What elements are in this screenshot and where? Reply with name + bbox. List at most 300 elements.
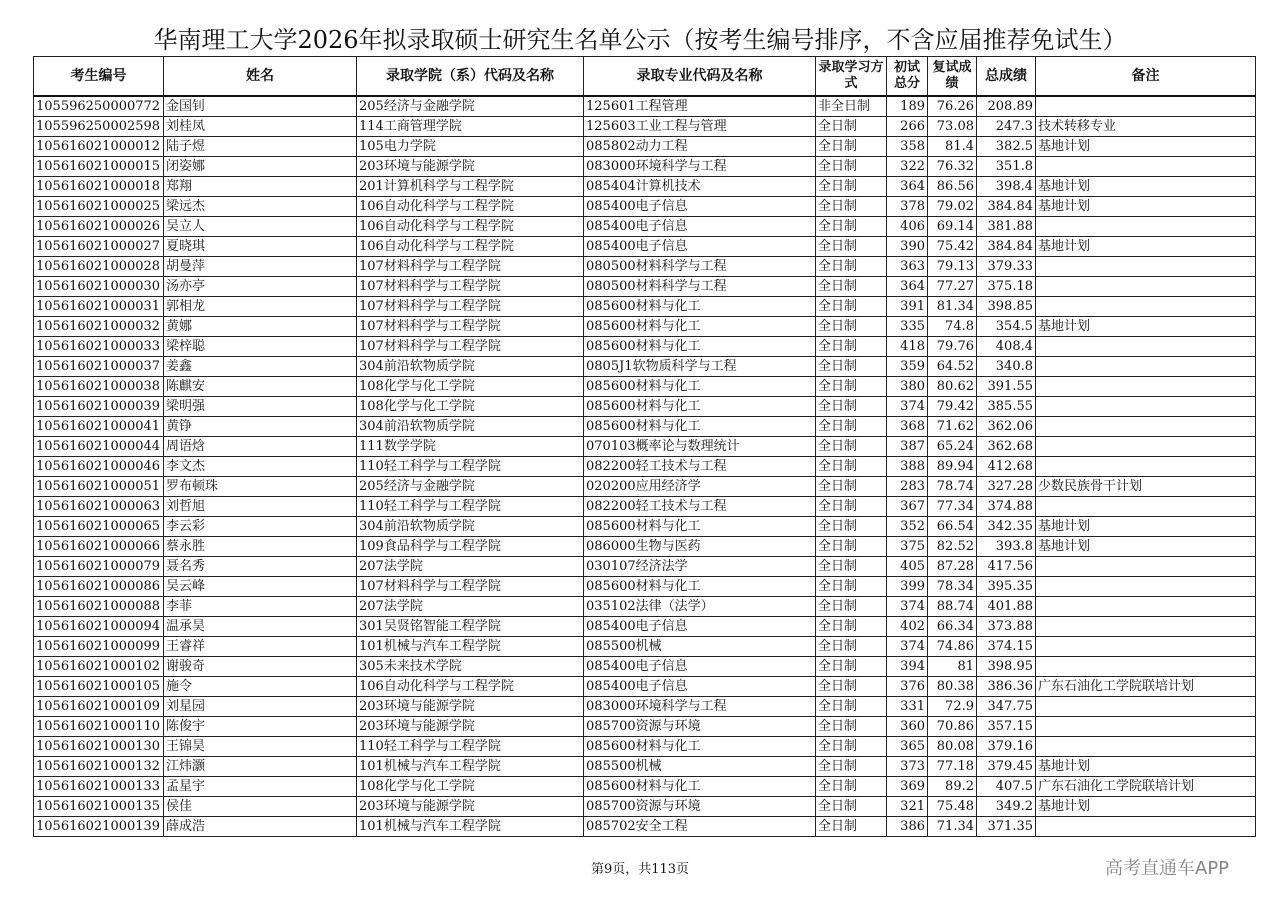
cell-name: 王睿祥 <box>164 637 357 657</box>
cell-candidate-id: 105616021000025 <box>34 197 164 217</box>
cell-retest-score: 65.24 <box>928 437 977 457</box>
cell-note <box>1036 637 1256 657</box>
cell-retest-score: 79.76 <box>928 337 977 357</box>
cell-name: 刘哲旭 <box>164 497 357 517</box>
cell-name: 薛成浩 <box>164 817 357 837</box>
cell-name: 罗布顿珠 <box>164 477 357 497</box>
cell-name: 汤亦亭 <box>164 277 357 297</box>
cell-note: 基地计划 <box>1036 197 1256 217</box>
header-total-score: 总成绩 <box>977 57 1036 97</box>
cell-candidate-id: 105616021000028 <box>34 257 164 277</box>
cell-study-mode: 非全日制 <box>816 96 887 117</box>
cell-retest-score: 76.26 <box>928 96 977 117</box>
cell-major: 085702安全工程 <box>584 817 816 837</box>
cell-name: 黄铮 <box>164 417 357 437</box>
cell-retest-score: 79.13 <box>928 257 977 277</box>
cell-name: 蔡永胜 <box>164 537 357 557</box>
cell-retest-score: 78.34 <box>928 577 977 597</box>
cell-name: 温承昊 <box>164 617 357 637</box>
table-row <box>34 197 1256 217</box>
cell-retest-score: 79.42 <box>928 397 977 417</box>
cell-prelim-score: 369 <box>887 777 928 797</box>
cell-prelim-score: 266 <box>887 117 928 137</box>
cell-major: 020200应用经济学 <box>584 477 816 497</box>
cell-major: 080500材料科学与工程 <box>584 277 816 297</box>
cell-prelim-score: 374 <box>887 637 928 657</box>
cell-name: 李云彩 <box>164 517 357 537</box>
table-row <box>34 517 1256 537</box>
cell-note: 基地计划 <box>1036 797 1256 817</box>
cell-major: 085500机械 <box>584 637 816 657</box>
cell-name: 李菲 <box>164 597 357 617</box>
cell-prelim-score: 364 <box>887 277 928 297</box>
header-candidate-id: 考生编号 <box>34 57 164 97</box>
cell-major: 085700资源与环境 <box>584 717 816 737</box>
cell-study-mode: 全日制 <box>816 797 887 817</box>
cell-college: 109食品科学与工程学院 <box>357 537 584 557</box>
cell-college: 106自动化科学与工程学院 <box>357 677 584 697</box>
cell-total-score: 362.06 <box>977 417 1036 437</box>
table-row <box>34 757 1256 777</box>
table-header-row <box>34 57 1256 97</box>
cell-candidate-id: 105616021000105 <box>34 677 164 697</box>
cell-study-mode: 全日制 <box>816 557 887 577</box>
table-row <box>34 677 1256 697</box>
cell-study-mode: 全日制 <box>816 577 887 597</box>
cell-candidate-id: 105616021000031 <box>34 297 164 317</box>
cell-prelim-score: 359 <box>887 357 928 377</box>
cell-candidate-id: 105616021000065 <box>34 517 164 537</box>
cell-prelim-score: 374 <box>887 597 928 617</box>
cell-note <box>1036 397 1256 417</box>
cell-college: 107材料科学与工程学院 <box>357 337 584 357</box>
cell-candidate-id: 105616021000044 <box>34 437 164 457</box>
cell-study-mode: 全日制 <box>816 377 887 397</box>
cell-candidate-id: 105616021000039 <box>34 397 164 417</box>
cell-college: 101机械与汽车工程学院 <box>357 757 584 777</box>
cell-prelim-score: 394 <box>887 657 928 677</box>
cell-study-mode: 全日制 <box>816 677 887 697</box>
cell-college: 106自动化科学与工程学院 <box>357 237 584 257</box>
cell-name: 刘桂凤 <box>164 117 357 137</box>
cell-candidate-id: 105616021000130 <box>34 737 164 757</box>
header-note: 备注 <box>1036 57 1256 97</box>
cell-name: 江炜灏 <box>164 757 357 777</box>
cell-candidate-id: 105616021000110 <box>34 717 164 737</box>
table-row <box>34 357 1256 377</box>
cell-name: 王锦昊 <box>164 737 357 757</box>
cell-total-score: 357.15 <box>977 717 1036 737</box>
cell-candidate-id: 105616021000012 <box>34 137 164 157</box>
cell-major: 085500机械 <box>584 757 816 777</box>
cell-note <box>1036 157 1256 177</box>
table-row <box>34 657 1256 677</box>
cell-total-score: 362.68 <box>977 437 1036 457</box>
cell-prelim-score: 390 <box>887 237 928 257</box>
cell-note <box>1036 257 1256 277</box>
cell-total-score: 391.55 <box>977 377 1036 397</box>
cell-total-score: 384.84 <box>977 237 1036 257</box>
cell-college: 205经济与金融学院 <box>357 96 584 117</box>
cell-candidate-id: 105616021000088 <box>34 597 164 617</box>
cell-candidate-id: 105616021000051 <box>34 477 164 497</box>
cell-retest-score: 69.14 <box>928 217 977 237</box>
cell-note <box>1036 717 1256 737</box>
cell-retest-score: 66.34 <box>928 617 977 637</box>
watermark: 高考直通车APP <box>1105 858 1230 879</box>
table-row <box>34 617 1256 637</box>
cell-retest-score: 80.38 <box>928 677 977 697</box>
cell-study-mode: 全日制 <box>816 357 887 377</box>
table-row <box>34 597 1256 617</box>
cell-candidate-id: 105616021000015 <box>34 157 164 177</box>
cell-study-mode: 全日制 <box>816 217 887 237</box>
cell-major: 030107经济法学 <box>584 557 816 577</box>
table-row <box>34 96 1256 117</box>
cell-name: 李文杰 <box>164 457 357 477</box>
cell-study-mode: 全日制 <box>816 517 887 537</box>
cell-college: 107材料科学与工程学院 <box>357 257 584 277</box>
cell-college: 114工商管理学院 <box>357 117 584 137</box>
cell-total-score: 417.56 <box>977 557 1036 577</box>
cell-name: 聂名秀 <box>164 557 357 577</box>
cell-total-score: 393.8 <box>977 537 1036 557</box>
cell-candidate-id: 105616021000026 <box>34 217 164 237</box>
cell-college: 101机械与汽车工程学院 <box>357 817 584 837</box>
cell-total-score: 379.33 <box>977 257 1036 277</box>
header-study-mode: 录取学习方式 <box>816 57 887 97</box>
cell-note <box>1036 617 1256 637</box>
cell-total-score: 349.2 <box>977 797 1036 817</box>
cell-retest-score: 66.54 <box>928 517 977 537</box>
cell-retest-score: 71.62 <box>928 417 977 437</box>
cell-note: 基地计划 <box>1036 757 1256 777</box>
cell-total-score: 354.5 <box>977 317 1036 337</box>
cell-name: 胡曼萍 <box>164 257 357 277</box>
cell-college: 108化学与化工学院 <box>357 777 584 797</box>
cell-name: 金国钊 <box>164 96 357 117</box>
cell-candidate-id: 105596250002598 <box>34 117 164 137</box>
cell-total-score: 208.89 <box>977 96 1036 117</box>
cell-retest-score: 88.74 <box>928 597 977 617</box>
table-row <box>34 397 1256 417</box>
cell-study-mode: 全日制 <box>816 397 887 417</box>
cell-note <box>1036 96 1256 117</box>
cell-candidate-id: 105616021000133 <box>34 777 164 797</box>
cell-major: 085600材料与化工 <box>584 777 816 797</box>
table-row <box>34 477 1256 497</box>
cell-major: 085700资源与环境 <box>584 797 816 817</box>
cell-prelim-score: 399 <box>887 577 928 597</box>
cell-note <box>1036 277 1256 297</box>
table-row <box>34 717 1256 737</box>
cell-prelim-score: 335 <box>887 317 928 337</box>
cell-college: 106自动化科学与工程学院 <box>357 217 584 237</box>
cell-prelim-score: 418 <box>887 337 928 357</box>
cell-name: 郑翔 <box>164 177 357 197</box>
cell-candidate-id: 105616021000109 <box>34 697 164 717</box>
cell-note <box>1036 457 1256 477</box>
cell-retest-score: 77.18 <box>928 757 977 777</box>
cell-name: 黄娜 <box>164 317 357 337</box>
cell-prelim-score: 388 <box>887 457 928 477</box>
cell-major: 085600材料与化工 <box>584 577 816 597</box>
cell-prelim-score: 391 <box>887 297 928 317</box>
cell-college: 207法学院 <box>357 557 584 577</box>
cell-total-score: 398.95 <box>977 657 1036 677</box>
table-row <box>34 497 1256 517</box>
cell-note <box>1036 557 1256 577</box>
cell-note: 基地计划 <box>1036 237 1256 257</box>
cell-note: 少数民族骨干计划 <box>1036 477 1256 497</box>
cell-candidate-id: 105616021000086 <box>34 577 164 597</box>
cell-prelim-score: 380 <box>887 377 928 397</box>
header-retest-score: 复试成绩 <box>928 57 977 97</box>
cell-name: 陆子煜 <box>164 137 357 157</box>
table-row <box>34 137 1256 157</box>
cell-prelim-score: 364 <box>887 177 928 197</box>
table-row <box>34 537 1256 557</box>
cell-candidate-id: 105616021000018 <box>34 177 164 197</box>
table-row <box>34 437 1256 457</box>
admission-list-table <box>33 56 1256 837</box>
cell-total-score: 340.8 <box>977 357 1036 377</box>
cell-study-mode: 全日制 <box>816 317 887 337</box>
cell-prelim-score: 189 <box>887 96 928 117</box>
cell-study-mode: 全日制 <box>816 497 887 517</box>
cell-note <box>1036 657 1256 677</box>
cell-candidate-id: 105616021000030 <box>34 277 164 297</box>
table-row <box>34 237 1256 257</box>
cell-note <box>1036 497 1256 517</box>
document-title: 华南理工大学2026年拟录取硕士研究生名单公示（按考生编号排序，不含应届推荐免试生） <box>153 26 1127 54</box>
cell-college: 110轻工科学与工程学院 <box>357 497 584 517</box>
cell-total-score: 398.4 <box>977 177 1036 197</box>
cell-major: 082200轻工技术与工程 <box>584 457 816 477</box>
cell-college: 107材料科学与工程学院 <box>357 297 584 317</box>
cell-retest-score: 71.34 <box>928 817 977 837</box>
cell-study-mode: 全日制 <box>816 617 887 637</box>
cell-candidate-id: 105616021000079 <box>34 557 164 577</box>
table-row <box>34 297 1256 317</box>
cell-name: 梁梓聪 <box>164 337 357 357</box>
cell-note: 基地计划 <box>1036 177 1256 197</box>
cell-total-score: 384.84 <box>977 197 1036 217</box>
table-row <box>34 177 1256 197</box>
cell-total-score: 412.68 <box>977 457 1036 477</box>
table-row <box>34 637 1256 657</box>
cell-retest-score: 89.2 <box>928 777 977 797</box>
cell-name: 闭姿娜 <box>164 157 357 177</box>
table-row <box>34 257 1256 277</box>
cell-candidate-id: 105616021000027 <box>34 237 164 257</box>
cell-retest-score: 78.74 <box>928 477 977 497</box>
cell-retest-score: 75.48 <box>928 797 977 817</box>
cell-retest-score: 64.52 <box>928 357 977 377</box>
cell-study-mode: 全日制 <box>816 437 887 457</box>
cell-candidate-id: 105616021000033 <box>34 337 164 357</box>
cell-total-score: 385.55 <box>977 397 1036 417</box>
cell-prelim-score: 402 <box>887 617 928 637</box>
cell-name: 谢骏奇 <box>164 657 357 677</box>
cell-total-score: 407.5 <box>977 777 1036 797</box>
cell-major: 085400电子信息 <box>584 657 816 677</box>
cell-college: 304前沿软物质学院 <box>357 517 584 537</box>
table-row <box>34 117 1256 137</box>
cell-retest-score: 74.8 <box>928 317 977 337</box>
cell-retest-score: 77.34 <box>928 497 977 517</box>
cell-major: 080500材料科学与工程 <box>584 257 816 277</box>
table-row <box>34 817 1256 837</box>
cell-study-mode: 全日制 <box>816 297 887 317</box>
cell-college: 304前沿软物质学院 <box>357 357 584 377</box>
cell-college: 108化学与化工学院 <box>357 397 584 417</box>
cell-name: 陈麒安 <box>164 377 357 397</box>
cell-candidate-id: 105616021000037 <box>34 357 164 377</box>
cell-major: 035102法律（法学） <box>584 597 816 617</box>
cell-total-score: 398.85 <box>977 297 1036 317</box>
cell-college: 304前沿软物质学院 <box>357 417 584 437</box>
cell-name: 陈俊宇 <box>164 717 357 737</box>
cell-name: 梁远杰 <box>164 197 357 217</box>
cell-retest-score: 76.32 <box>928 157 977 177</box>
table-row <box>34 797 1256 817</box>
cell-prelim-score: 387 <box>887 437 928 457</box>
cell-major: 125601工程管理 <box>584 96 816 117</box>
cell-retest-score: 86.56 <box>928 177 977 197</box>
cell-total-score: 374.88 <box>977 497 1036 517</box>
cell-college: 107材料科学与工程学院 <box>357 317 584 337</box>
cell-total-score: 375.18 <box>977 277 1036 297</box>
table-body <box>34 96 1256 837</box>
table-row <box>34 737 1256 757</box>
cell-note <box>1036 337 1256 357</box>
cell-note: 基地计划 <box>1036 537 1256 557</box>
cell-note: 广东石油化工学院联培计划 <box>1036 777 1256 797</box>
cell-major: 086000生物与医药 <box>584 537 816 557</box>
cell-retest-score: 81.34 <box>928 297 977 317</box>
cell-candidate-id: 105616021000066 <box>34 537 164 557</box>
cell-major: 085400电子信息 <box>584 217 816 237</box>
table-row <box>34 317 1256 337</box>
cell-major: 125603工业工程与管理 <box>584 117 816 137</box>
cell-candidate-id: 105616021000038 <box>34 377 164 397</box>
cell-name: 吴立人 <box>164 217 357 237</box>
table-row <box>34 277 1256 297</box>
cell-total-score: 386.36 <box>977 677 1036 697</box>
cell-major: 070103概率论与数理统计 <box>584 437 816 457</box>
cell-study-mode: 全日制 <box>816 777 887 797</box>
cell-college: 203环境与能源学院 <box>357 157 584 177</box>
cell-study-mode: 全日制 <box>816 457 887 477</box>
cell-college: 106自动化科学与工程学院 <box>357 197 584 217</box>
cell-major: 085600材料与化工 <box>584 737 816 757</box>
cell-prelim-score: 352 <box>887 517 928 537</box>
header-prelim-score: 初试总分 <box>887 57 928 97</box>
table-row <box>34 417 1256 437</box>
table-row <box>34 217 1256 237</box>
cell-note <box>1036 697 1256 717</box>
cell-retest-score: 87.28 <box>928 557 977 577</box>
cell-retest-score: 79.02 <box>928 197 977 217</box>
cell-major: 085600材料与化工 <box>584 317 816 337</box>
table-row <box>34 557 1256 577</box>
cell-total-score: 408.4 <box>977 337 1036 357</box>
cell-study-mode: 全日制 <box>816 477 887 497</box>
cell-candidate-id: 105616021000099 <box>34 637 164 657</box>
cell-major: 085400电子信息 <box>584 677 816 697</box>
cell-candidate-id: 105616021000046 <box>34 457 164 477</box>
cell-prelim-score: 406 <box>887 217 928 237</box>
cell-study-mode: 全日制 <box>816 717 887 737</box>
cell-major: 085404计算机技术 <box>584 177 816 197</box>
cell-prelim-score: 363 <box>887 257 928 277</box>
cell-major: 085600材料与化工 <box>584 337 816 357</box>
table-row <box>34 697 1256 717</box>
cell-total-score: 401.88 <box>977 597 1036 617</box>
cell-note <box>1036 817 1256 837</box>
cell-college: 110轻工科学与工程学院 <box>357 457 584 477</box>
table-row <box>34 777 1256 797</box>
cell-note <box>1036 437 1256 457</box>
cell-total-score: 347.75 <box>977 697 1036 717</box>
cell-name: 郭相龙 <box>164 297 357 317</box>
cell-study-mode: 全日制 <box>816 757 887 777</box>
cell-retest-score: 73.08 <box>928 117 977 137</box>
cell-study-mode: 全日制 <box>816 237 887 257</box>
cell-total-score: 371.35 <box>977 817 1036 837</box>
cell-total-score: 395.35 <box>977 577 1036 597</box>
cell-prelim-score: 373 <box>887 757 928 777</box>
cell-study-mode: 全日制 <box>816 157 887 177</box>
header-major: 录取专业代码及名称 <box>584 57 816 97</box>
cell-candidate-id: 105616021000135 <box>34 797 164 817</box>
cell-study-mode: 全日制 <box>816 417 887 437</box>
header-name: 姓名 <box>164 57 357 97</box>
cell-note <box>1036 417 1256 437</box>
cell-college: 203环境与能源学院 <box>357 697 584 717</box>
cell-college: 105电力学院 <box>357 137 584 157</box>
table-row <box>34 377 1256 397</box>
cell-note <box>1036 377 1256 397</box>
cell-college: 101机械与汽车工程学院 <box>357 637 584 657</box>
cell-prelim-score: 365 <box>887 737 928 757</box>
cell-prelim-score: 360 <box>887 717 928 737</box>
cell-note <box>1036 737 1256 757</box>
cell-candidate-id: 105616021000094 <box>34 617 164 637</box>
cell-note: 技术转移专业 <box>1036 117 1256 137</box>
cell-prelim-score: 331 <box>887 697 928 717</box>
cell-prelim-score: 386 <box>887 817 928 837</box>
cell-retest-score: 70.86 <box>928 717 977 737</box>
cell-college: 107材料科学与工程学院 <box>357 277 584 297</box>
cell-retest-score: 75.42 <box>928 237 977 257</box>
cell-name: 姜鑫 <box>164 357 357 377</box>
cell-prelim-score: 375 <box>887 537 928 557</box>
cell-study-mode: 全日制 <box>816 277 887 297</box>
cell-major: 085600材料与化工 <box>584 517 816 537</box>
cell-prelim-score: 322 <box>887 157 928 177</box>
cell-retest-score: 81.4 <box>928 137 977 157</box>
cell-major: 085600材料与化工 <box>584 397 816 417</box>
cell-major: 085600材料与化工 <box>584 377 816 397</box>
cell-major: 083000环境科学与工程 <box>584 157 816 177</box>
cell-note: 基地计划 <box>1036 137 1256 157</box>
cell-candidate-id: 105616021000132 <box>34 757 164 777</box>
cell-note: 基地计划 <box>1036 517 1256 537</box>
cell-prelim-score: 405 <box>887 557 928 577</box>
cell-total-score: 247.3 <box>977 117 1036 137</box>
